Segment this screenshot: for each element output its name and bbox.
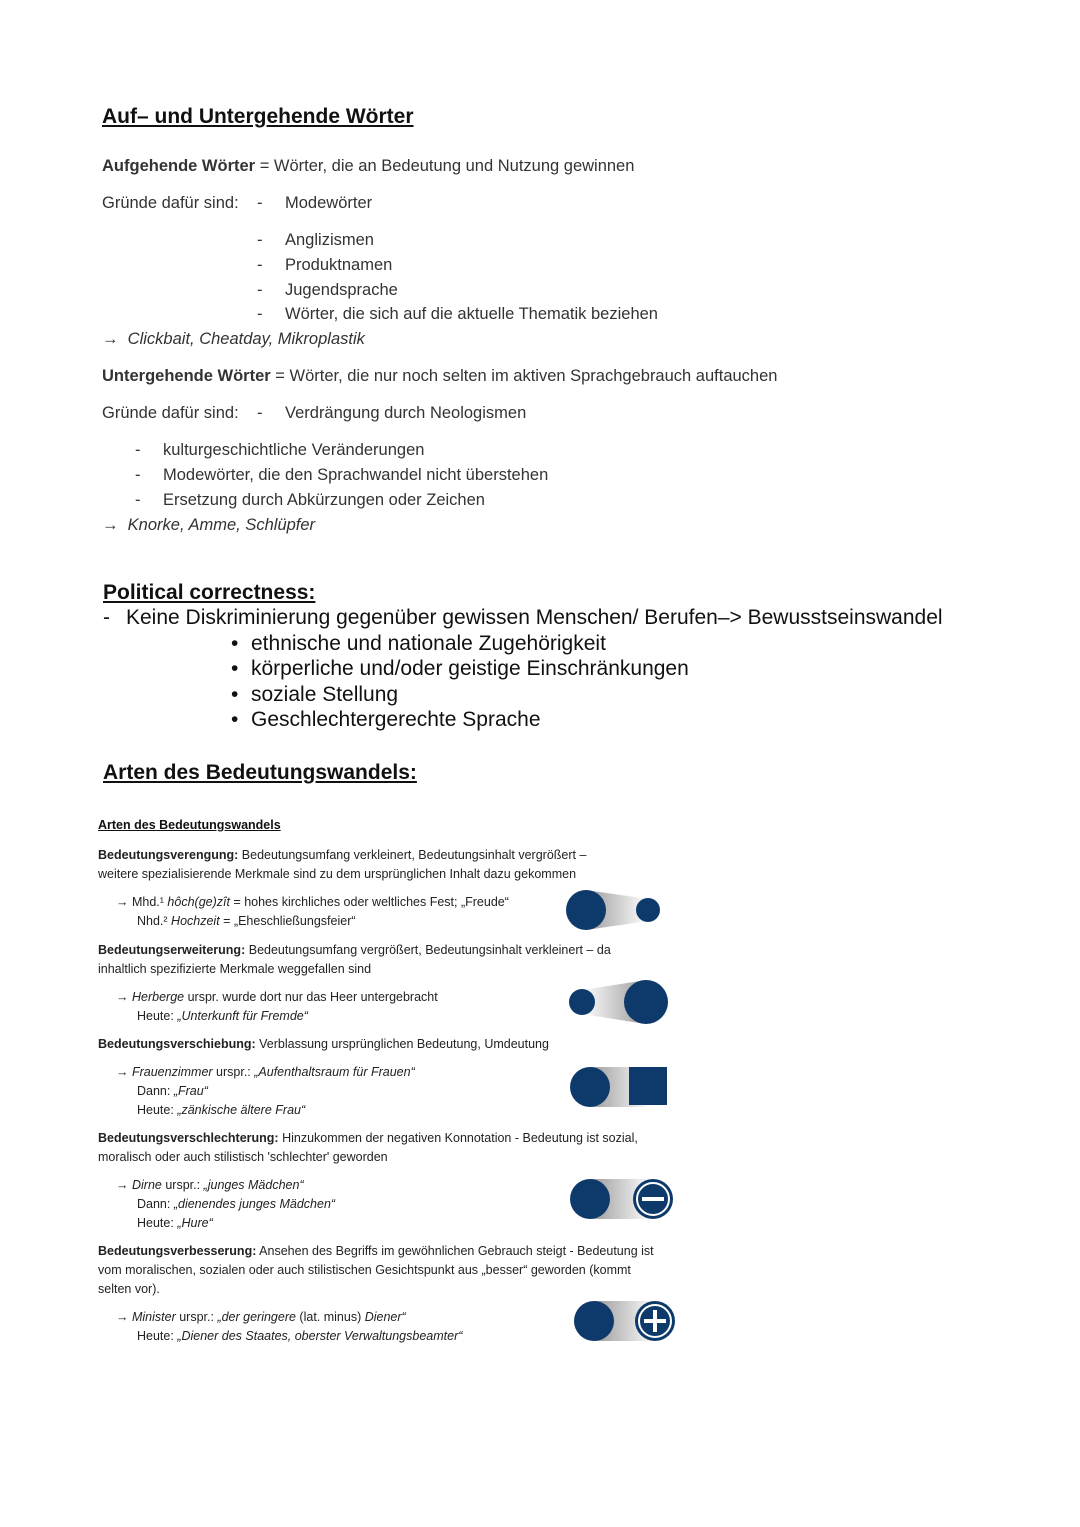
example-line [137,912,356,931]
ex-meaning: „Hure“ [177,1216,213,1230]
type-erweiterung [98,941,658,979]
pc-bullet: • ethnische und nationale Zugehörigkeit [251,632,606,656]
pc-main-point: Keine Diskriminierung gegenüber gewissen Menschen/ Berufen–> Bewusstseinswandel [126,606,943,629]
ex-text: urspr.: [161,1178,204,1192]
type-desc: Hinzukommen der negativen Konnotation - Bedeutung ist sozial, moralisch oder auch stilistisch 'schlechter' geworden [98,1131,638,1164]
dash: - [257,231,263,249]
pc-dash: - [103,606,110,629]
example-line [116,893,509,912]
ex-word: Frauenzimmer [131,1065,213,1079]
ex-pre: Mhd.¹ [131,895,168,909]
ex-word: Hochzeit [171,914,220,928]
shift-icon [566,1063,672,1111]
rising-reason: Jugendsprache [285,281,398,299]
rising-reason: Produktnamen [285,256,393,274]
declining-reasons-label: Gründe dafür sind: [102,404,239,422]
declining-definition [102,367,777,386]
example-line [137,1327,462,1346]
example-line [137,1082,208,1101]
ex-text: urspr.: [175,1310,218,1324]
type-desc: Bedeutungsumfang vergrößert, Bedeutungsinhalt verkleinert – da inhaltlich spezifizierte Merkmale weggefallen sind [98,943,611,976]
rising-examples [102,330,365,349]
arrow-right-icon: → [116,1310,129,1324]
dash: - [135,441,141,459]
ex-pre: Nhd.² [137,914,172,928]
section-title-types: Arten des Bedeutungswandels: [103,761,417,784]
example-line [137,1101,305,1120]
type-verschlechterung [98,1129,638,1167]
example-line [116,1063,415,1082]
minus-icon [642,1197,664,1201]
declining-reason: Modewörter, die den Sprachwandel nicht überstehen [163,466,549,484]
ex-word: Herberge [131,990,185,1004]
type-term: Bedeutungsverbesserung: [98,1244,257,1258]
section-title-words: Auf– und Untergehende Wörter [102,105,414,128]
rising-definition [102,157,634,176]
ex-pre: Heute: [137,1009,178,1023]
ex-word: hôch(ge)zît [167,895,230,909]
ex-meaning: „dienendes junges Mädchen“ [173,1197,336,1211]
dash: - [257,281,263,299]
pc-bullet: • körperliche und/oder geistige Einschränkungen [251,657,689,681]
type-verengung [98,846,618,884]
arrow-right-icon: → [102,516,119,534]
dash: - [257,404,263,422]
ex-meaning: „Frau“ [173,1084,208,1098]
widening-icon [562,976,672,1028]
example-line [137,1195,335,1214]
declining-examples-text: Knorke, Amme, Schlüpfer [127,516,316,534]
declining-reason: Ersetzung durch Abkürzungen oder Zeichen [163,491,485,509]
arrow-right-icon: → [102,330,119,348]
example-line [137,1007,308,1026]
type-term: Bedeutungserweiterung: [98,943,246,957]
dash: - [135,491,141,509]
ex-text: urspr.: [212,1065,255,1079]
example-line [116,1176,304,1195]
arrow-right-icon: → [116,895,129,909]
ex-text: = hohes kirchliches oder weltliches Fest; „Freude“ [229,895,509,909]
arrow-right-icon: → [116,990,129,1004]
declining-def-text: = Wörter, die nur noch selten im aktiven Sprachgebrauch auftauchen [275,367,778,385]
example-line [116,988,438,1007]
ex-meaning: „Diener des Staates, oberster Verwaltungsbeamter“ [177,1329,463,1343]
section-title-pc: Political correctness: [103,581,316,604]
ex-meaning: „junges Mädchen“ [203,1178,304,1192]
example-line [137,1214,213,1233]
ex-meaning: Diener“ [364,1310,406,1324]
ex-word: Dirne [131,1178,162,1192]
declining-term: Untergehende Wörter [102,367,271,385]
declining-reason: kulturgeschichtliche Veränderungen [163,441,425,459]
rising-term: Aufgehende Wörter [102,157,256,175]
rising-reasons-label: Gründe dafür sind: [102,194,239,212]
example-line [116,1308,406,1327]
type-verschiebung [98,1035,658,1054]
dash: - [257,256,263,274]
type-desc: Verblassung ursprünglichen Bedeutung, Umdeutung [259,1037,549,1051]
declining-examples [102,516,315,535]
rising-reason: Anglizismen [285,231,374,249]
type-desc: Ansehen des Begriffs im gewöhnlichen Gebrauch steigt - Bedeutung ist vom moralischen, sozialen oder auch stilistischen Gesichtspunkt aus „besser“ geworden (kommt selten vor). [98,1244,654,1296]
dash: - [257,305,263,323]
type-term: Bedeutungsverschlechterung: [98,1131,279,1145]
type-desc: Bedeutungsumfang verkleinert, Bedeutungsinhalt vergrößert – weitere spezialisierende Merkmale sind zu dem ursprünglichen Inhalt dazu gekommen [98,848,587,881]
ex-meaning: „Aufenthaltsraum für Frauen“ [254,1065,415,1079]
ex-text: urspr. wurde dort nur das Heer untergebracht [184,990,438,1004]
ex-pre: Heute: [137,1103,178,1117]
dash: - [257,194,263,212]
declining-reason: Verdrängung durch Neologismen [285,404,527,422]
rising-examples-text: Clickbait, Cheatday, Mikroplastik [127,330,365,348]
ex-pre: Heute: [137,1329,178,1343]
type-term: Bedeutungsverschiebung: [98,1037,256,1051]
narrowing-icon [562,886,672,934]
ex-pre: Dann: [137,1084,174,1098]
improving-icon [572,1297,680,1345]
ex-pre: Dann: [137,1197,174,1211]
type-term: Bedeutungsverengung: [98,848,239,862]
dash: - [135,466,141,484]
ex-word: Minister [131,1310,176,1324]
ex-meaning: „der geringere [217,1310,296,1324]
pc-bullet: • Geschlechtergerechte Sprache [251,708,541,732]
rising-def-text: = Wörter, die an Bedeutung und Nutzung gewinnen [259,157,635,175]
ex-meaning: „zänkische ältere Frau“ [177,1103,306,1117]
type-verbesserung [98,1242,658,1299]
ex-text: = „Eheschließungsfeier“ [219,914,356,928]
rising-reason: Modewörter [285,194,373,212]
ex-word: „Unterkunft für Fremde“ [177,1009,308,1023]
rising-reason: Wörter, die sich auf die aktuelle Thematik beziehen [285,305,658,323]
ex-text: (lat. minus) [295,1310,365,1324]
arrow-right-icon: → [116,1178,129,1192]
pc-bullet: • soziale Stellung [251,683,398,707]
ex-pre: Heute: [137,1216,178,1230]
worsening-icon [566,1175,678,1223]
arrow-right-icon: → [116,1065,129,1079]
inner-title: Arten des Bedeutungswandels [98,818,281,832]
